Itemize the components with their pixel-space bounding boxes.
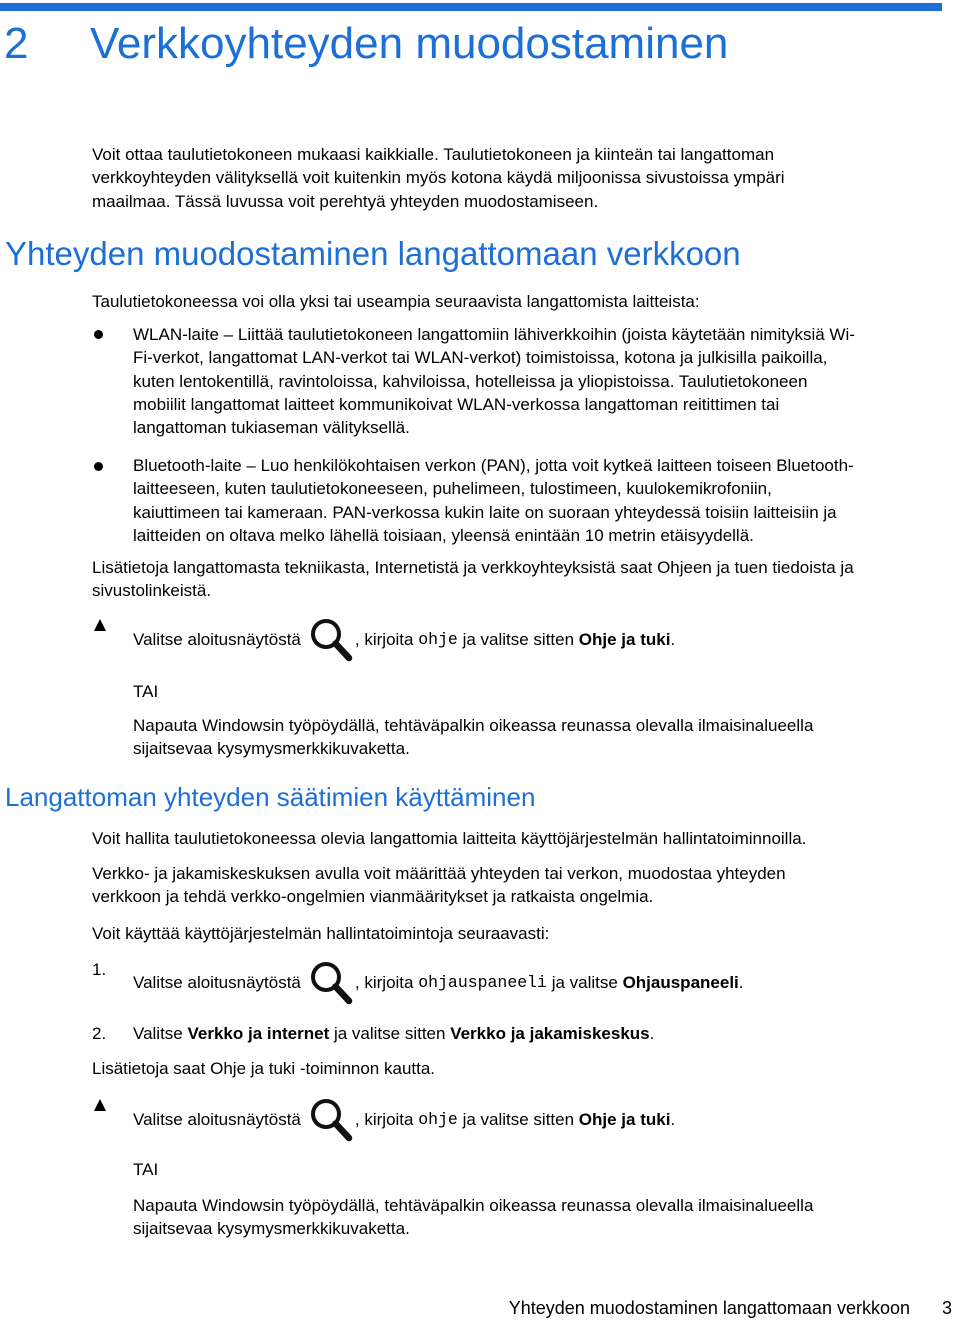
step-bold: Ohjauspaneeli	[622, 973, 739, 993]
step-text: .	[670, 1110, 676, 1130]
alt-line: Napauta Windowsin työpöydällä, tehtäväpalkin oikeassa reunassa olevalla ilmaisinalueella	[133, 1196, 814, 1215]
search-icon	[307, 616, 355, 664]
info-line: Lisätietoja langattomasta tekniikasta, Internetistä ja verkkoyhteyksistä saat Ohjeen ja tuen tiedoista ja	[92, 558, 854, 577]
step-text: .	[670, 630, 676, 650]
search-icon	[307, 1096, 355, 1144]
alt-line: sijaitsevaa kysymysmerkkikuvaketta.	[133, 739, 410, 759]
or-label: TAI	[133, 682, 159, 701]
bullet-line: mobiilit langattomat laitteet kommunikoivat WLAN-verkossa langattoman reitittimen tai	[133, 394, 780, 414]
step-bold: Ohje ja tuki	[578, 630, 671, 650]
bullet-line: kaiuttimeen tai kameraan. PAN-verkossa kukin laite on suoraan yhteydessä toisiin laitteisiin ja	[133, 502, 837, 522]
step-text: , kirjoita	[354, 973, 414, 993]
intro-paragraph	[92, 143, 785, 213]
intro-line: Voit ottaa taulutietokoneen mukaasi kaikkialle. Taulutietokoneen ja kiinteän tai langattoman	[92, 145, 775, 164]
search-icon	[307, 959, 355, 1007]
triangle-icon	[94, 1099, 106, 1111]
section1-lead: Taulutietokoneessa voi olla yksi tai useampia seuraavista langattomista laitteista:	[92, 292, 700, 311]
top-rule	[0, 3, 942, 11]
section2-p3: Voit käyttää käyttöjärjestelmän hallintatoimintoja seuraavasti:	[92, 924, 550, 943]
chapter-number: 2	[4, 19, 29, 68]
step-text: ja valitse sitten	[333, 1024, 446, 1043]
triangle-icon	[94, 619, 106, 631]
section-heading-controls: Langattoman yhteyden säätimien käyttäminen	[5, 782, 536, 812]
control-panel-step	[133, 959, 744, 1007]
info-line: sivustolinkeistä.	[92, 581, 212, 601]
bullet-dot-icon	[94, 330, 103, 339]
bullet-dot-icon	[94, 462, 103, 471]
step-code: ohjauspaneeli	[418, 973, 547, 993]
alt-line: Napauta Windowsin työpöydällä, tehtäväpalkin oikeassa reunassa olevalla ilmaisinalueella	[133, 716, 814, 735]
intro-line: maailmaa. Tässä luvussa voit perehtyä yhteyden muodostamiseen.	[92, 191, 599, 211]
intro-line: verkkoyhteyden välityksellä voit kuitenkin myös kotona käydä miljoonissa sivustoissa ympäri	[92, 168, 785, 188]
bullet-line: Bluetooth-laite – Luo henkilökohtaisen verkon (PAN), jotta voit kytkeä laitteen toiseen Bluetooth-	[133, 456, 854, 475]
step-number: 1.	[92, 960, 107, 979]
or-label: TAI	[133, 1160, 159, 1179]
step-number: 2.	[92, 1024, 107, 1043]
alt-line: sijaitsevaa kysymysmerkkikuvaketta.	[133, 1219, 410, 1239]
step-bold: Verkko ja jakamiskeskus	[450, 1024, 650, 1043]
page-number: 3	[942, 1298, 953, 1318]
step-text: .	[649, 1024, 655, 1043]
step-text: ja valitse	[551, 973, 618, 993]
step-bold: Verkko ja internet	[187, 1024, 330, 1043]
alt-instruction	[133, 714, 813, 761]
step-text: , kirjoita	[354, 1110, 414, 1130]
step-text: Valitse	[133, 1024, 183, 1043]
footer-title: Yhteyden muodostaminen langattomaan verkkoon	[508, 1298, 910, 1318]
step-code: ohje	[418, 1110, 458, 1130]
section1-info	[92, 556, 854, 603]
step-text: Valitse aloitusnäytöstä	[133, 1110, 301, 1130]
bullet-line: langattoman tukiaseman välityksellä.	[133, 418, 410, 438]
chapter-heading	[4, 14, 728, 74]
section2-p2	[92, 862, 786, 909]
help-step	[133, 616, 675, 664]
bullet-bluetooth	[133, 454, 854, 547]
help-step	[133, 1096, 675, 1144]
bullet-line: kuten lentokentillä, ravintoloissa, kahviloissa, hotelleissa ja yliopistoissa. Taulutietokoneen	[133, 371, 808, 391]
network-step	[133, 1022, 654, 1045]
bullet-line: laitteiden on oltava melko lähellä toisiaan, yleensä enintään 10 metrin etäisyydellä.	[133, 525, 754, 545]
step-text: Valitse aloitusnäytöstä	[133, 973, 301, 993]
alt-instruction	[133, 1194, 813, 1241]
step-text: ja valitse sitten	[462, 1110, 575, 1130]
step-bold: Ohje ja tuki	[578, 1110, 671, 1130]
section2-p1: Voit hallita taulutietokoneessa olevia langattomia laitteita käyttöjärjestelmän hallintatoiminnoilla.	[92, 829, 807, 848]
section2-p4: Lisätietoja saat Ohje ja tuki -toiminnon kautta.	[92, 1059, 436, 1078]
bullet-line: laitteeseen, kuten taulutietokoneeseen, puhelimeen, tulostimeen, kuulokemikrofoniin,	[133, 479, 772, 499]
step-text: Valitse aloitusnäytöstä	[133, 630, 301, 650]
chapter-title: Verkkoyhteyden muodostaminen	[90, 19, 729, 68]
p2-line: Verkko- ja jakamiskeskuksen avulla voit määrittää yhteyden tai verkon, muodostaa yhteyden	[92, 864, 786, 883]
step-text: ja valitse sitten	[462, 630, 575, 650]
step-text: .	[738, 973, 744, 993]
p2-line: verkkoon ja tehdä verkko-ongelmien vianmääritykset ja ratkaista ongelmia.	[92, 887, 654, 907]
bullet-wlan	[133, 323, 855, 439]
bullet-line: Fi-verkot, langattomat LAN-verkot tai WLAN-verkot) toimistoissa, kotona ja julkisilla paikoilla,	[133, 348, 828, 368]
step-text: , kirjoita	[354, 630, 414, 650]
section-heading-wireless: Yhteyden muodostaminen langattomaan verkkoon	[5, 235, 741, 272]
step-code: ohje	[418, 630, 458, 650]
bullet-line: WLAN-laite – Liittää taulutietokoneen langattomiin lähiverkkoihin (joista käytetään nimityksiä Wi-	[133, 325, 855, 344]
